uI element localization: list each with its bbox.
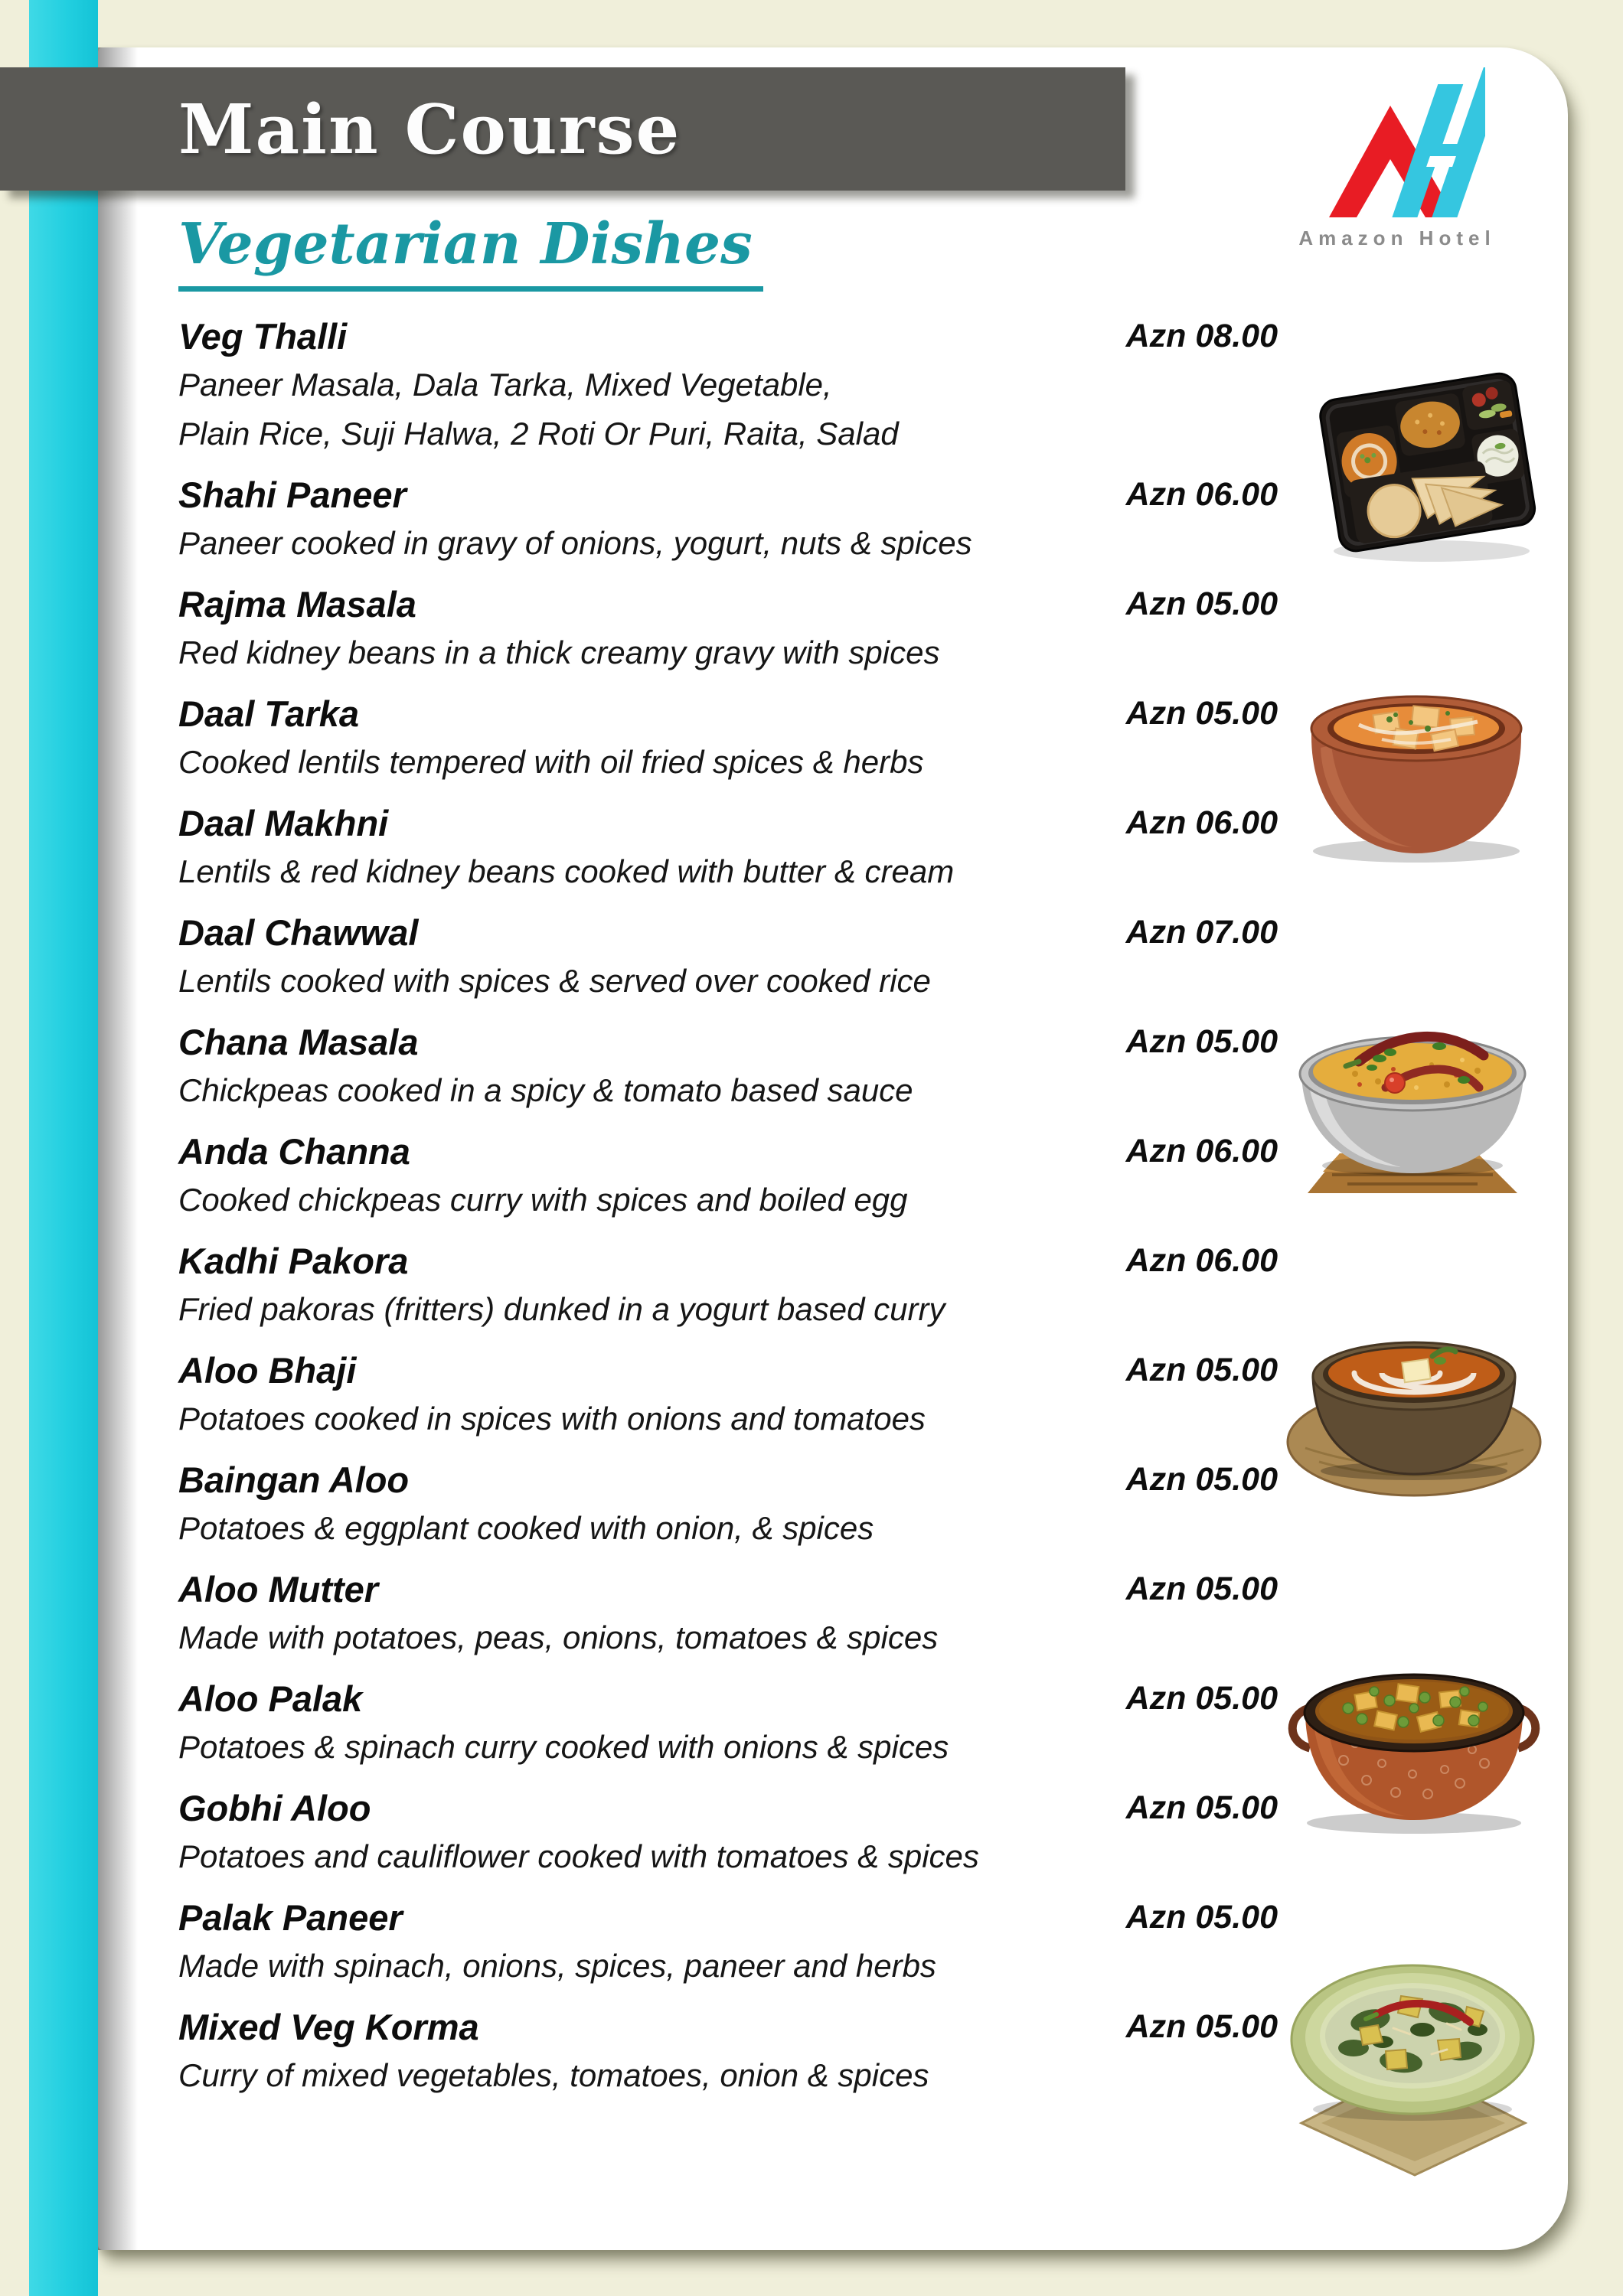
dish-name: Baingan Aloo [178, 1459, 410, 1500]
dish-price: Azn 05.00 [1125, 585, 1278, 622]
menu-item-aloo-mutter [178, 1564, 1278, 1662]
daal-makhni-bowl-photo [1282, 1255, 1546, 1508]
dish-description: Cooked chickpeas curry with spices and boiled egg [178, 1182, 908, 1218]
menu-item-aloo-palak [178, 1674, 1278, 1772]
menu-item-daal-tarka [178, 689, 1278, 787]
dish-price: Azn 05.00 [1125, 1460, 1278, 1498]
dish-price: Azn 05.00 [1125, 1022, 1278, 1060]
daal-tarka-steel-bowl-photo [1286, 945, 1539, 1221]
logo-text: Amazon Hotel [1298, 227, 1496, 249]
dish-name: Aloo Palak [178, 1678, 363, 1719]
dish-description: Red kidney beans in a thick creamy gravy with spices [178, 634, 940, 670]
dish-description: Fried pakoras (fritters) dunked in a yogurt based curry [178, 1291, 945, 1327]
left-cyan-ribbon [29, 0, 98, 2296]
dish-price: Azn 07.00 [1125, 913, 1278, 951]
dish-name: Daal Makhni [178, 802, 389, 843]
menu-item-veg-thalli [178, 311, 1278, 458]
amazon-hotel-logo-icon [1309, 64, 1485, 221]
dish-description: Paneer Masala, Dala Tarka, Mixed Vegetable, [178, 367, 832, 403]
dish-price: Azn 05.00 [1125, 1351, 1278, 1388]
card-left-shadow [98, 47, 138, 2250]
menu-item-kadhi-pakora [178, 1236, 1278, 1334]
menu-item-rajma-masala [178, 579, 1278, 677]
menu-item-aloo-bhaji [178, 1345, 1278, 1443]
page-title: Main Course [178, 89, 681, 169]
shahi-paneer-clay-pot-photo [1298, 621, 1535, 866]
menu-list [178, 311, 1278, 2112]
dish-description: Made with spinach, onions, spices, paneer and herbs [178, 1948, 936, 1984]
dish-price: Azn 05.00 [1125, 694, 1278, 732]
menu-item-baingan-aloo [178, 1455, 1278, 1553]
dish-name: Mixed Veg Korma [178, 2006, 479, 2047]
dish-description: Made with potatoes, peas, onions, tomatoes & spices [178, 1619, 939, 1655]
aloo-mutter-copper-karahi-photo [1282, 1600, 1546, 1844]
dish-price: Azn 05.00 [1125, 2007, 1278, 2045]
dish-description: Potatoes cooked in spices with onions and tomatoes [178, 1401, 926, 1437]
dish-name: Daal Tarka [178, 693, 360, 734]
dish-description: Potatoes & spinach curry cooked with onions & spices [178, 1729, 949, 1765]
menu-item-palak-paneer [178, 1893, 1278, 1991]
aloo-palak-green-plate-photo [1286, 1898, 1539, 2181]
dish-price: Azn 06.00 [1125, 804, 1278, 841]
menu-item-daal-chawwal [178, 908, 1278, 1006]
dish-description: Potatoes & eggplant cooked with onion, & spices [178, 1510, 874, 1546]
dish-price: Azn 08.00 [1125, 317, 1278, 354]
amazon-hotel-logo [1275, 64, 1520, 250]
dish-name: Anda Channa [178, 1130, 410, 1172]
dish-name: Kadhi Pakora [178, 1240, 409, 1281]
dish-price: Azn 05.00 [1125, 1570, 1278, 1607]
dish-price: Azn 05.00 [1125, 1679, 1278, 1717]
menu-item-anda-channa [178, 1127, 1278, 1225]
dish-description: Lentils cooked with spices & served over cooked rice [178, 963, 931, 999]
dish-name: Shahi Paneer [178, 474, 407, 515]
dish-name: Daal Chawwal [178, 912, 419, 953]
dish-price: Azn 06.00 [1125, 475, 1278, 513]
dish-description: Potatoes and cauliflower cooked with tomatoes & spices [178, 1838, 979, 1874]
menu-item-mixed-veg-korma [178, 2002, 1278, 2100]
menu-item-shahi-paneer [178, 470, 1278, 568]
dish-name: Palak Paneer [178, 1896, 403, 1938]
menu-item-daal-makhni [178, 798, 1278, 896]
header-banner [0, 67, 1125, 191]
dish-name: Aloo Mutter [178, 1568, 379, 1609]
dish-name: Aloo Bhaji [178, 1349, 357, 1391]
dish-name: Rajma Masala [178, 583, 416, 625]
menu-item-gobhi-aloo [178, 1783, 1278, 1881]
dish-name: Chana Masala [178, 1021, 419, 1062]
dish-description: Plain Rice, Suji Halwa, 2 Roti Or Puri, Raita, Salad [178, 416, 899, 452]
dish-price: Azn 06.00 [1125, 1132, 1278, 1169]
dish-description: Curry of mixed vegetables, tomatoes, onion & spices [178, 2057, 929, 2093]
section-heading: Vegetarian Dishes [178, 211, 763, 292]
veg-thali-platter-photo [1301, 354, 1554, 574]
dish-price: Azn 05.00 [1125, 1898, 1278, 1936]
dish-name: Gobhi Aloo [178, 1787, 371, 1828]
dish-description: Lentils & red kidney beans cooked with butter & cream [178, 853, 955, 889]
menu-item-chana-masala [178, 1017, 1278, 1115]
dish-price: Azn 06.00 [1125, 1241, 1278, 1279]
dish-description: Chickpeas cooked in a spicy & tomato based sauce [178, 1072, 913, 1108]
dish-description: Cooked lentils tempered with oil fried spices & herbs [178, 744, 924, 780]
dish-price: Azn 05.00 [1125, 1789, 1278, 1826]
dish-name: Veg Thalli [178, 315, 348, 357]
dish-description: Paneer cooked in gravy of onions, yogurt, nuts & spices [178, 525, 972, 561]
